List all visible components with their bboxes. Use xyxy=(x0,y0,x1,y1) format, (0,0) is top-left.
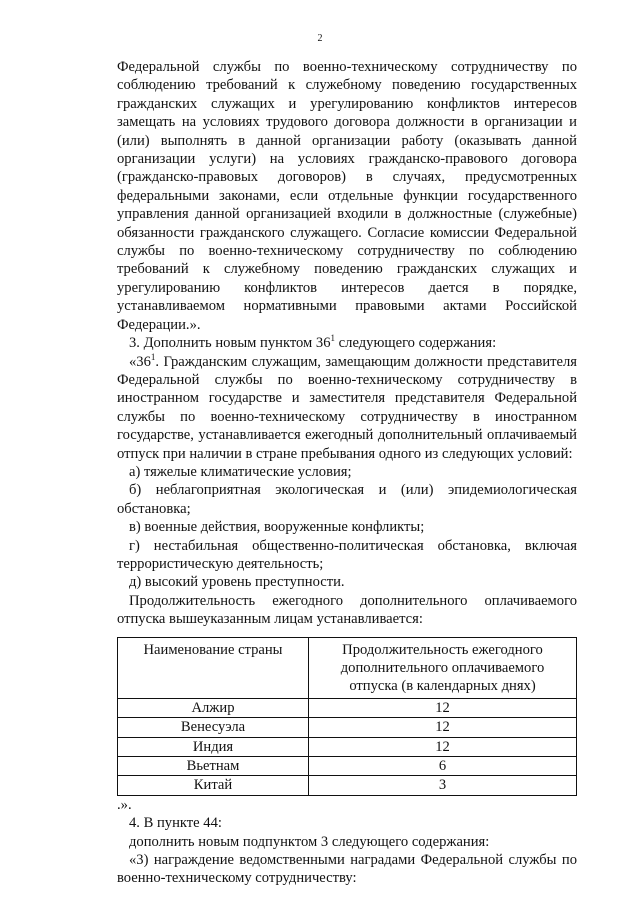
item-3-text-after: следующего содержания: xyxy=(335,335,497,352)
item-3-text-before: 3. Дополнить новым пунктом 36 xyxy=(129,335,331,352)
item-3-superscript: 1 xyxy=(330,333,336,344)
paragraph-commission-consent: Федеральной службы по военно-техническому сотрудничеству по соблюдению требований к служебному поведению государственных гражданских служащих и урегулированию конфликтов интересов замещать на условиях трудового договора должности в организации и (или) выполнять в данной организации работу (оказывать данной организации услуги) на условиях гражданско-правового договора (гражданско-правовых договоров) в случаях, предусмотренных федеральными законами, если отдельные функции государственного управления данной организацией входили в должностные (служебные) обязанности гражданского служащего. Согласие комиссии Федеральной службы по военно-техническому сотрудничеству по соблюдению требований к служебному поведению гражданских служащих и урегулированию конфликтов интересов дается в порядке, устанавливаемом нормативными правовыми актами Российской Федерации.». xyxy=(117,59,577,333)
days-cell: 12 xyxy=(309,698,577,717)
table-row xyxy=(118,718,577,737)
table-row xyxy=(118,776,577,795)
paragraph-add-subitem: дополнить новым подпунктом 3 следующего содержания: xyxy=(129,833,490,850)
country-cell: Китай xyxy=(118,776,309,795)
condition-e: д) высокий уровень преступности. xyxy=(129,574,345,591)
page-number: 2 xyxy=(317,33,323,44)
leave-duration-table xyxy=(117,637,577,796)
table-row xyxy=(118,698,577,717)
closing-quote: .». xyxy=(117,796,132,813)
item-36-1-text-after: . Гражданским служащим, замещающим должности представителя Федеральной службы по военно-техническому сотрудничеству в иностранном государстве и заместителя представителя Федеральной службы по военно-техническому сотрудничеству в иностранном государстве, устанавливается ежегодный дополнительный оплачиваемый отпуск при наличии в стране пребывания одного из следующих условий: xyxy=(117,353,577,462)
header-country: Наименование страны xyxy=(118,637,309,698)
paragraph-subitem-3: «3) награждение ведомственными наградами Федеральной службы по военно-техническому сотрудничеству: xyxy=(117,852,577,887)
table-row xyxy=(118,737,577,756)
paragraph-item-3 xyxy=(117,334,577,352)
days-cell: 12 xyxy=(309,737,577,756)
condition-b: б) неблагоприятная экологическая и (или) эпидемиологическая обстановка; xyxy=(117,482,577,517)
table-header-row xyxy=(118,637,577,698)
country-cell: Венесуэла xyxy=(118,718,309,737)
days-cell: 3 xyxy=(309,776,577,795)
condition-a: а) тяжелые климатические условия; xyxy=(129,463,352,480)
header-days: Продолжительность ежегодного дополнительного оплачиваемого отпуска (в календарных днях) xyxy=(309,637,577,698)
condition-c: в) военные действия, вооруженные конфликты; xyxy=(129,519,425,536)
document-body xyxy=(117,58,577,888)
item-36-1-text-before: «36 xyxy=(129,353,151,370)
paragraph-leave-duration: Продолжительность ежегодного дополнительного оплачиваемого отпуска вышеуказанным лицам устанавливается: xyxy=(117,592,577,628)
country-cell: Алжир xyxy=(118,698,309,717)
days-cell: 6 xyxy=(309,757,577,776)
country-cell: Индия xyxy=(118,737,309,756)
country-cell: Вьетнам xyxy=(118,757,309,776)
days-cell: 12 xyxy=(309,718,577,737)
paragraph-item-36-1 xyxy=(117,353,577,463)
item-36-1-superscript: 1 xyxy=(150,351,156,362)
condition-d: г) нестабильная общественно-политическая обстановка, включая террористическую деятельность; xyxy=(117,537,577,572)
table-row xyxy=(118,757,577,776)
paragraph-item-4: 4. В пункте 44: xyxy=(129,815,222,832)
